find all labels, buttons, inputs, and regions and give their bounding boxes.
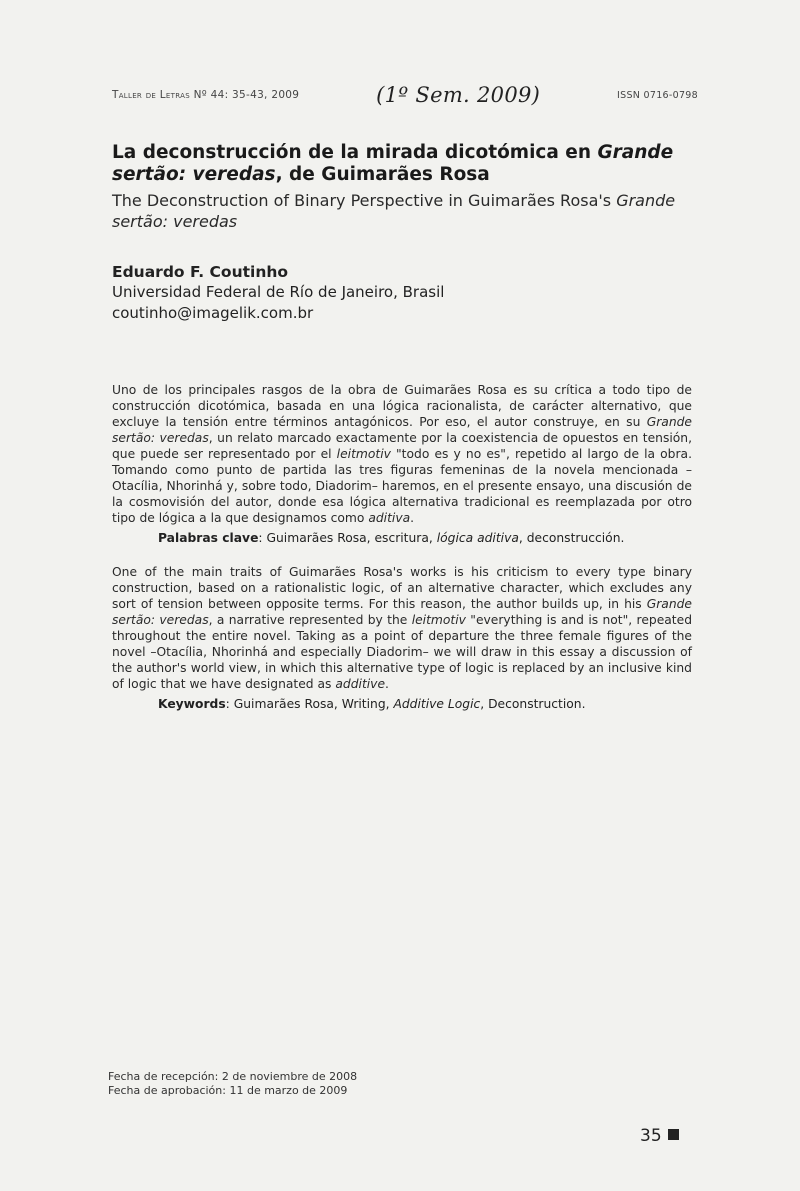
subtitle-italic: Grande sertão: veredas	[112, 191, 676, 231]
abstract-text: "everything is and is not", repeated throughout the entire novel. Taking as a point of departure the three female figures of the novel –Otacília, Nhorinhá and especially Diadorim– we will draw in this essay a discussion of the author's world view, in which this alternative type of logic is replaced by an inclusive kind of logic that we have designated as	[112, 613, 692, 691]
title-italic: Grande sertão: veredas	[112, 142, 674, 185]
abstract-text: "todo es y no es", repetido al largo de la obra. Tomando como punto de partida las tres figuras femeninas de la novela mencionada –Otacília, Nhorinhá y, sobre todo, Diadorim– haremos, en el presente ensayo, una discusión de la cosmovisión del autor, donde esa lógica alternativa tradicional es reemplazada por otro tipo de lógica a la que designamos como	[112, 447, 692, 525]
abstract-italic: Grande sertão: veredas	[112, 415, 692, 445]
abstract-italic: Grande sertão: veredas	[112, 597, 692, 627]
abstract-italic: leitmotiv	[411, 613, 466, 627]
subtitle-text: The Deconstruction of Binary Perspective in Guimarães Rosa's	[112, 191, 617, 210]
title-text: , de Guimarães Rosa	[275, 164, 490, 185]
handwritten-note: (1º Sem. 2009)	[376, 83, 541, 107]
affiliation: Universidad Federal de Río de Janeiro, Brasil	[112, 283, 445, 301]
page-content	[112, 80, 698, 712]
page-number-text: 35	[640, 1126, 662, 1146]
keywords-text: : Guimarães Rosa, Writing,	[225, 697, 394, 711]
keywords-text: : Guimarães Rosa, escritura,	[258, 531, 437, 545]
page-number	[640, 1126, 679, 1146]
keywords-text: , Deconstruction.	[480, 697, 586, 711]
abstract-italic: additive	[335, 677, 386, 691]
keywords-italic: lógica aditiva	[436, 531, 519, 545]
abstract-spanish	[112, 382, 692, 526]
keywords-label: Keywords	[158, 697, 226, 711]
abstract-italic: aditiva	[368, 511, 411, 525]
author-info	[112, 282, 698, 324]
approved-date: Fecha de aprobación: 11 de marzo de 2009	[108, 1084, 348, 1097]
author-name: Eduardo F. Coutinho	[112, 263, 289, 281]
journal-citation: Taller de Letras Nº 44: 35-43, 2009	[112, 89, 300, 101]
title-text: La deconstrucción de la mirada dicotómica en	[112, 142, 598, 163]
abstract-text: , a narrative represented by the	[208, 613, 412, 627]
keywords-italic: Additive Logic	[393, 697, 481, 711]
abstract-text: One of the main traits of Guimarães Rosa's works is his criticism to every type binary construction, based on a rationalistic logic, of an alternative character, which excludes any sort of tension between opposite terms. For this reason, the author builds up, in his	[112, 565, 692, 611]
submission-dates	[108, 1070, 357, 1098]
issn: ISSN 0716-0798	[617, 89, 698, 101]
keywords-text: , deconstrucción.	[518, 531, 625, 545]
received-date: Fecha de recepción: 2 de noviembre de 2008	[108, 1070, 358, 1083]
abstract-text: .	[410, 511, 415, 525]
article-title	[112, 142, 698, 186]
abstract-italic: leitmotiv	[336, 447, 391, 461]
abstract-english	[112, 564, 692, 692]
running-header	[112, 80, 698, 110]
article-subtitle	[112, 190, 698, 232]
abstract-text: Uno de los principales rasgos de la obra de Guimarães Rosa es su crítica a todo tipo de construcción dicotómica, basada en una lógica racionalista, de carácter alternativo, que excluye la tensión entre términos antagónicos. Por eso, el autor construye, en su	[112, 383, 692, 429]
abstract-text: .	[385, 677, 389, 691]
keywords-spanish	[112, 530, 698, 546]
email: coutinho@imagelik.com.br	[112, 304, 314, 322]
keywords-label: Palabras clave	[158, 531, 259, 545]
keywords-english	[112, 696, 698, 712]
square-marker-icon	[668, 1129, 679, 1140]
abstract-text: , un relato marcado exactamente por la coexistencia de opuestos en tensión, que puede ser representado por el	[112, 431, 693, 461]
